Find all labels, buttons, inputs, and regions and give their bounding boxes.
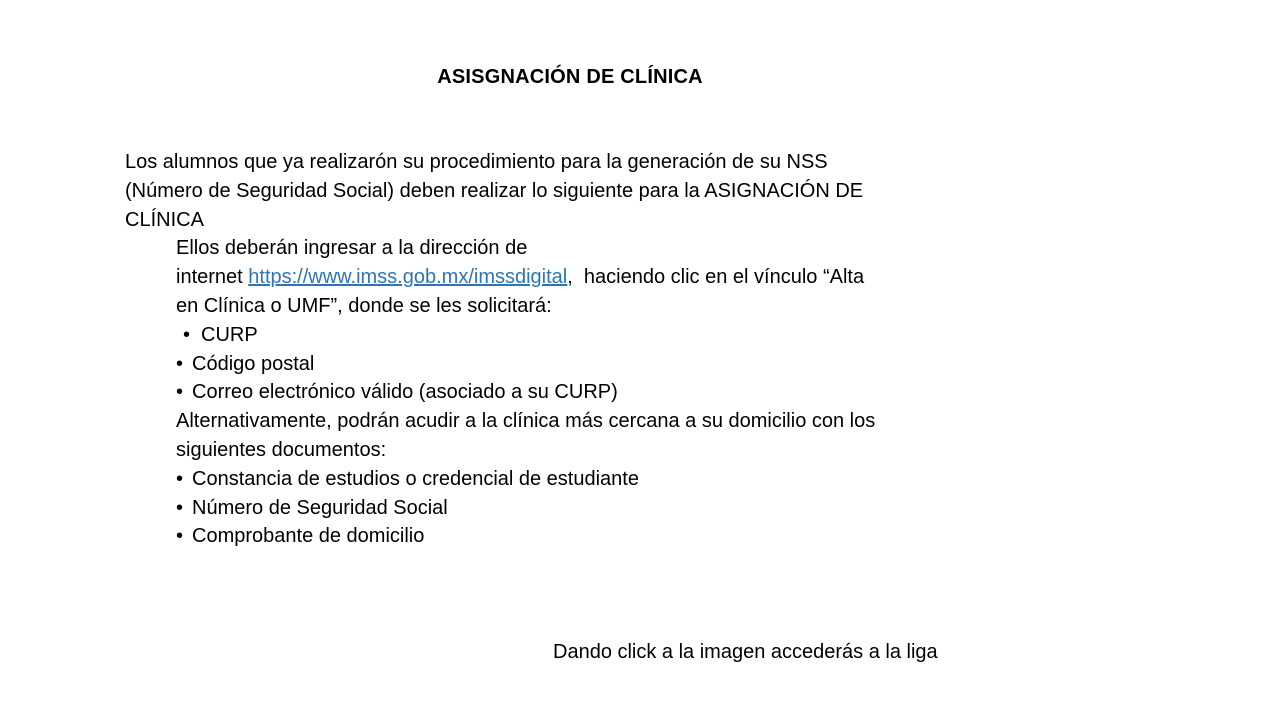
bullet-icon: •: [183, 323, 191, 346]
list-item-label: Constancia de estudios o credencial de estudiante: [192, 467, 639, 490]
list-item-curp: [176, 321, 1025, 350]
list-item-label: CURP: [201, 323, 258, 346]
list-item-nss: [176, 494, 1025, 523]
intro-line-1: Los alumnos que ya realizarón su procedimiento para la generación de su NSS: [125, 151, 828, 173]
intro-line-2: (Número de Seguridad Social) deben realizar lo siguiente para la ASIGNACIÓN DE: [125, 179, 864, 202]
list-item-constancia: [176, 465, 1025, 494]
link-suffix-text: , haciendo clic en el vínculo “Alta: [567, 266, 865, 289]
intro-line-3: CLÍNICA: [125, 208, 204, 231]
bullet-icon: •: [176, 496, 184, 519]
alternative-line-2: siguientes documentos:: [176, 438, 387, 461]
online-step-line-2: [176, 263, 1025, 292]
online-step-line-3: en Clínica o UMF”, donde se les solicitará:: [176, 294, 552, 317]
alternative-line-1: Alternativamente, podrán acudir a la clínica más cercana a su domicilio con los: [176, 410, 876, 433]
bullet-icon: •: [176, 352, 184, 375]
list-item-label: Número de Seguridad Social: [192, 496, 448, 519]
list-item-comprobante: [176, 522, 1025, 551]
link-prefix-text: internet: [176, 266, 249, 289]
imss-digital-link[interactable]: https://www.imss.gob.mx/imssdigital: [248, 266, 568, 289]
list-item-label: Código postal: [192, 352, 315, 375]
online-step-line-1: Ellos deberán ingresar a la dirección de: [176, 237, 528, 260]
list-item-label: Comprobante de domicilio: [192, 525, 425, 548]
bullet-icon: •: [176, 467, 184, 490]
list-item-correo: [176, 378, 1025, 407]
bullet-icon: •: [176, 525, 184, 548]
documents-list: [125, 465, 1025, 551]
bullet-icon: •: [176, 381, 184, 404]
list-item-label: Correo electrónico válido (asociado a su CURP): [192, 381, 618, 404]
online-requirements-list: [125, 321, 1025, 407]
content-block: [125, 148, 1025, 551]
page-title: ASISGNACIÓN DE CLÍNICA: [437, 66, 703, 88]
footer-caption: Dando click a la imagen accederás a la liga: [553, 641, 938, 663]
list-item-codigo-postal: [176, 350, 1025, 379]
